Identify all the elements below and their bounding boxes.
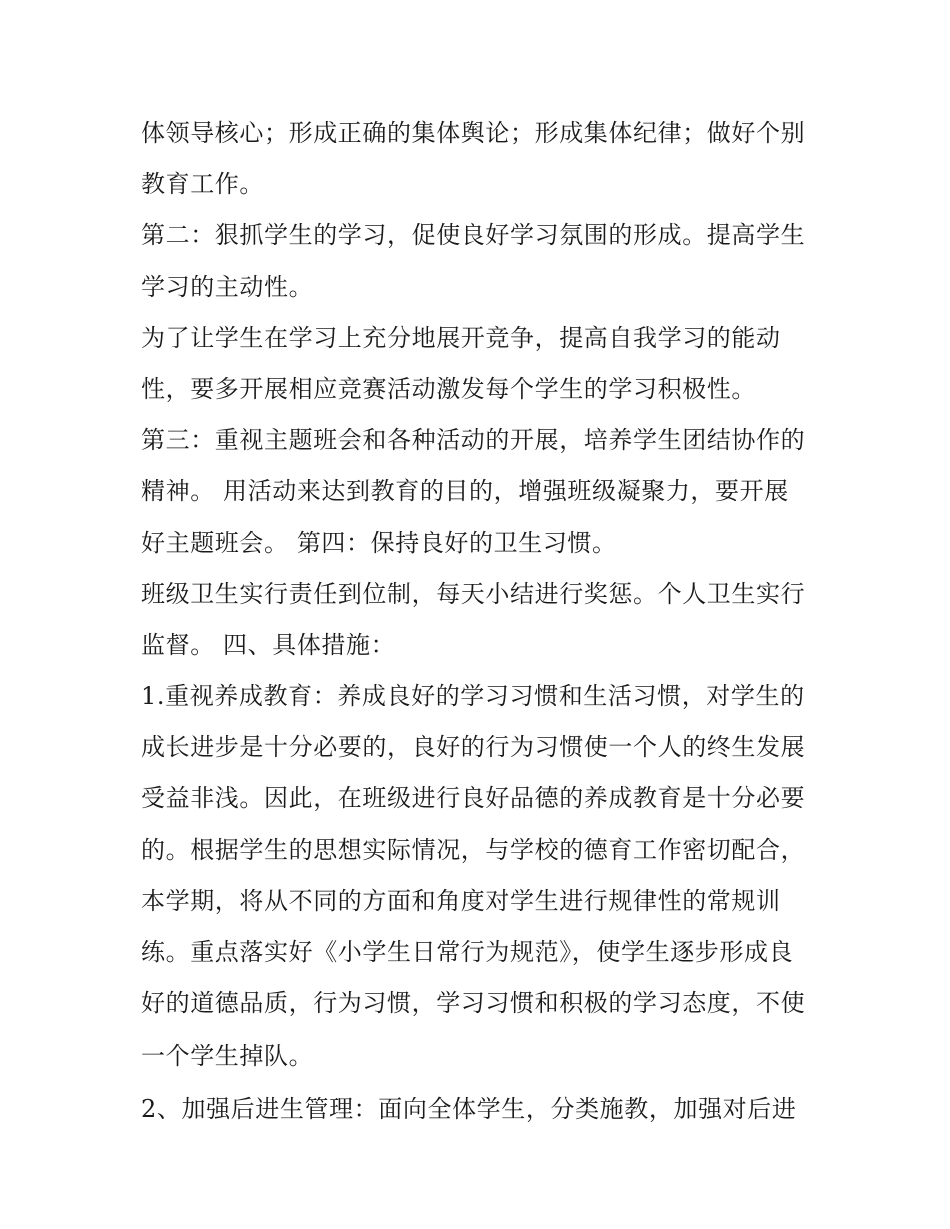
text-line: 教育工作。: [141, 170, 264, 199]
text-line: 班级卫生实行责任到位制，每天小结进行奖惩。个人卫生实行: [141, 579, 806, 608]
document-body-text: [141, 108, 831, 1136]
text-line: 练。重点落实好《小学生日常行为规范》，使学生逐步形成良: [141, 938, 794, 966]
text-line: 性，要多开展相应竞赛活动激发每个学生的学习积极性。: [141, 374, 756, 403]
text-line: 受益非浅。因此，在班级进行良好品德的养成教育是十分必要: [141, 784, 806, 813]
text-line: 1.重视养成教育：养成良好的学习习惯和生活习惯，对学生的: [141, 682, 805, 711]
text-line: 成长进步是十分必要的，良好的行为习惯使一个人的终生发展: [141, 733, 806, 762]
text-line: 体领导核心；形成正确的集体舆论；形成集体纪律；做好个别: [141, 119, 806, 147]
text-line: 精神。 用活动来达到教育的目的，增强班级凝聚力，要开展: [141, 477, 789, 506]
text-line: 学习的主动性。: [141, 272, 314, 301]
text-line: 好的道德品质，行为习惯，学习习惯和积极的学习态度，不使: [141, 989, 806, 1018]
text-line: 2、加强后进生管理：面向全体学生，分类施教，加强对后进: [141, 1095, 797, 1124]
text-line: 好主题班会。 第四：保持良好的卫生习惯。: [141, 528, 617, 557]
text-line: 的。根据学生的思想实际情况，与学校的德育工作密切配合，: [141, 835, 806, 864]
text-line: 第二：狠抓学生的学习，促使良好学习氛围的形成。提高学生: [141, 221, 806, 250]
text-line: 一个学生掉队。: [141, 1042, 314, 1071]
text-line: 监督。 四、具体措施：: [141, 630, 396, 659]
text-line: 第三：重视主题班会和各种活动的开展，培养学生团结协作的: [141, 426, 806, 455]
text-line: 为了让学生在学习上充分地展开竞争，提高自我学习的能动: [141, 323, 781, 352]
text-line: 本学期，将从不同的方面和角度对学生进行规律性的常规训: [141, 886, 781, 915]
